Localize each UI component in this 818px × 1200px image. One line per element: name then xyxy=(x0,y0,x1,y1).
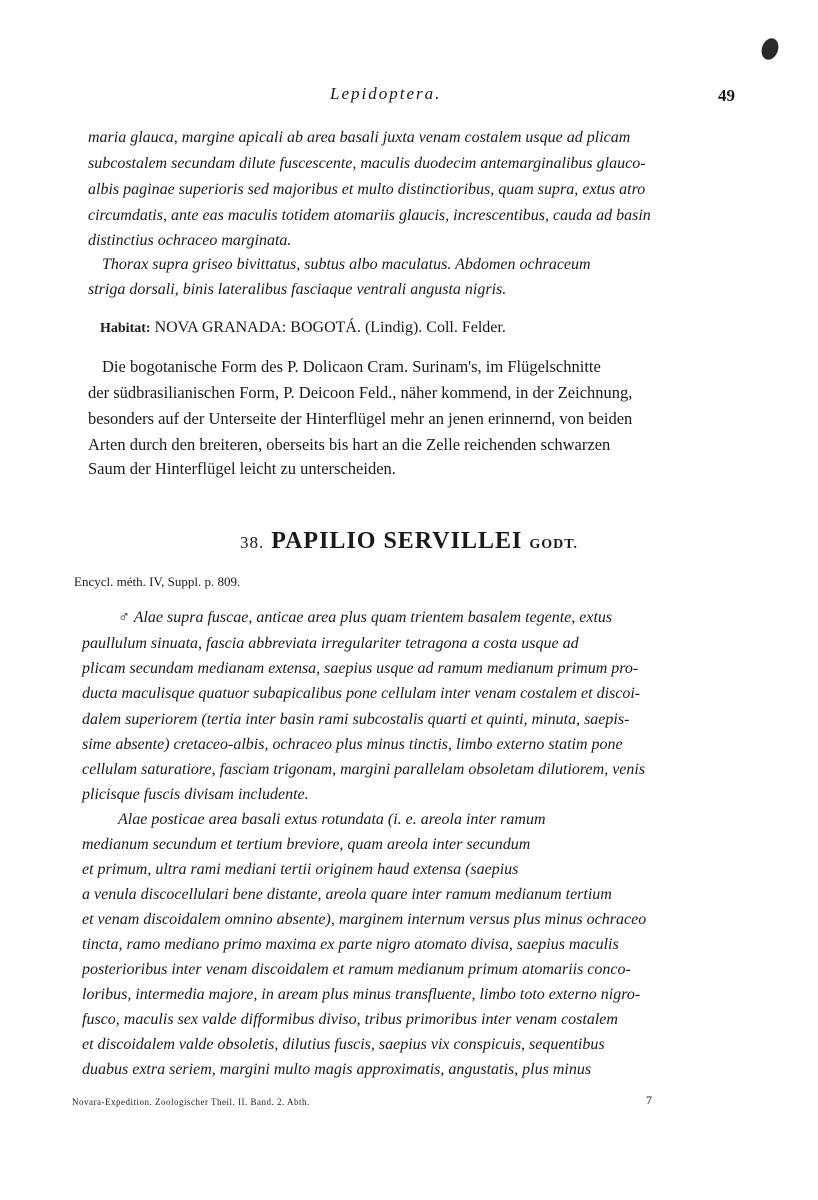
text-line: sime absente) cretaceo-albis, ochraceo plus minus tinctis, limbo externo statim pone xyxy=(82,736,623,753)
text-line: plicam secundam medianam extensa, saepius usque ad ramum medianum primum pro- xyxy=(82,660,639,677)
sheet-number: 7 xyxy=(646,1093,652,1107)
text-line: tincta, ramo mediano primo maxima ex parte nigro atomato divisa, saepius maculis xyxy=(82,936,619,953)
text-line: albis paginae superioris sed majoribus et multo distinctioribus, quam supra, extus atro xyxy=(88,181,646,198)
text-line: ♂ Alae supra fuscae, anticae area plus quam trientem basalem tegente, extus xyxy=(118,609,613,626)
text-line: duabus extra seriem, margini multo magis approximatis, angustatis, plus minus xyxy=(82,1061,592,1078)
habitat-label: Habitat: xyxy=(100,321,151,336)
text-line: circumdatis, ante eas maculis totidem atomariis glaucis, increscentibus, cauda ad basin xyxy=(88,207,651,224)
species-heading xyxy=(0,528,818,555)
habitat-text: NOVA GRANADA: BOGOTÁ. (Lindig). Coll. Felder. xyxy=(154,319,506,336)
text-line: striga dorsali, binis lateralibus fasciaque ventrali angusta nigris. xyxy=(88,281,507,298)
text-line: et primum, ultra rami mediani tertii originem haud extensa (saepius xyxy=(82,861,519,878)
text-line: a venula discocellulari bene distante, areola quare inter ramum medianum tertium xyxy=(82,886,612,903)
text-line: loribus, intermedia majore, in aream plus minus transfluente, limbo toto externo nigro- xyxy=(82,986,641,1003)
text-line: medianum secundum et tertium breviore, quam areola inter secundum xyxy=(82,836,531,853)
text-line: et venam discoidalem omnino absente), marginem internum versus plus minus ochraceo xyxy=(82,911,647,928)
footer-signature: Novara-Expedition. Zoologischer Theil. II. Band. 2. Abth. xyxy=(72,1097,310,1107)
species-reference: Encycl. méth. IV, Suppl. p. 809. xyxy=(74,574,241,589)
text-line: Die bogotanische Form des P. Dolicaon Cram. Surinam's, im Flügelschnitte xyxy=(102,357,601,376)
text-line: paullulum sinuata, fascia abbreviata irregulariter tetragona a costa usque ad xyxy=(82,635,579,652)
habitat-line xyxy=(100,318,506,339)
text-line: Arten durch den breiteren, oberseits bis hart an die Zelle reichenden schwarzen xyxy=(88,435,611,454)
text-line: Saum der Hinterflügel leicht zu unterscheiden. xyxy=(88,459,396,478)
text-line: cellulam saturatiore, fasciam trigonam, margini parallelam obsoletam dilutiorem, venis xyxy=(82,761,646,778)
text-line: fusco, maculis sex valde difformibus diviso, tribus primoribus inter venam costalem xyxy=(82,1011,618,1028)
text-line: et discoidalem valde obsoletis, dilutius fuscis, saepius vix conspicuis, sequentibus xyxy=(82,1036,605,1053)
species-author: GODT. xyxy=(529,537,579,552)
text-line: posterioribus inter venam discoidalem et ramum medianum primum atomariis conco- xyxy=(82,961,631,978)
text-line: subcostalem secundam dilute fuscescente, maculis duodecim antemarginalibus glauco- xyxy=(88,155,646,172)
text-line: der südbrasilianischen Form, P. Deicoon Feld., näher kommend, in der Zeichnung, xyxy=(88,383,633,402)
text-line: dalem superiorem (tertia inter basin rami subcostalis quarti et quinti, minuta, saepis- xyxy=(82,711,630,728)
text-line: besonders auf der Unterseite der Hinterflügel mehr an jenen erinnernd, von beiden xyxy=(88,409,633,428)
text-line: Alae posticae area basali extus rotundata (i. e. areola inter ramum xyxy=(118,811,546,828)
text-line: Thorax supra griseo bivittatus, subtus albo maculatus. Abdomen ochraceum xyxy=(102,256,591,273)
text-line: maria glauca, margine apicali ab area basali juxta venam costalem usque ad plicam xyxy=(88,129,631,146)
text-line: ducta maculisque quatuor subapicalibus pone cellulam inter venam costalem et discoi- xyxy=(82,685,641,702)
ink-blot xyxy=(759,36,782,62)
running-title: Lepidoptera. xyxy=(330,84,442,103)
species-number: 38. xyxy=(239,533,265,552)
text-line: plicisque fuscis divisam includente. xyxy=(82,786,309,803)
page-number: 49 xyxy=(718,86,735,105)
species-name: PAPILIO SERVILLEI xyxy=(271,528,523,554)
text-line: distinctius ochraceo marginata. xyxy=(88,232,292,249)
